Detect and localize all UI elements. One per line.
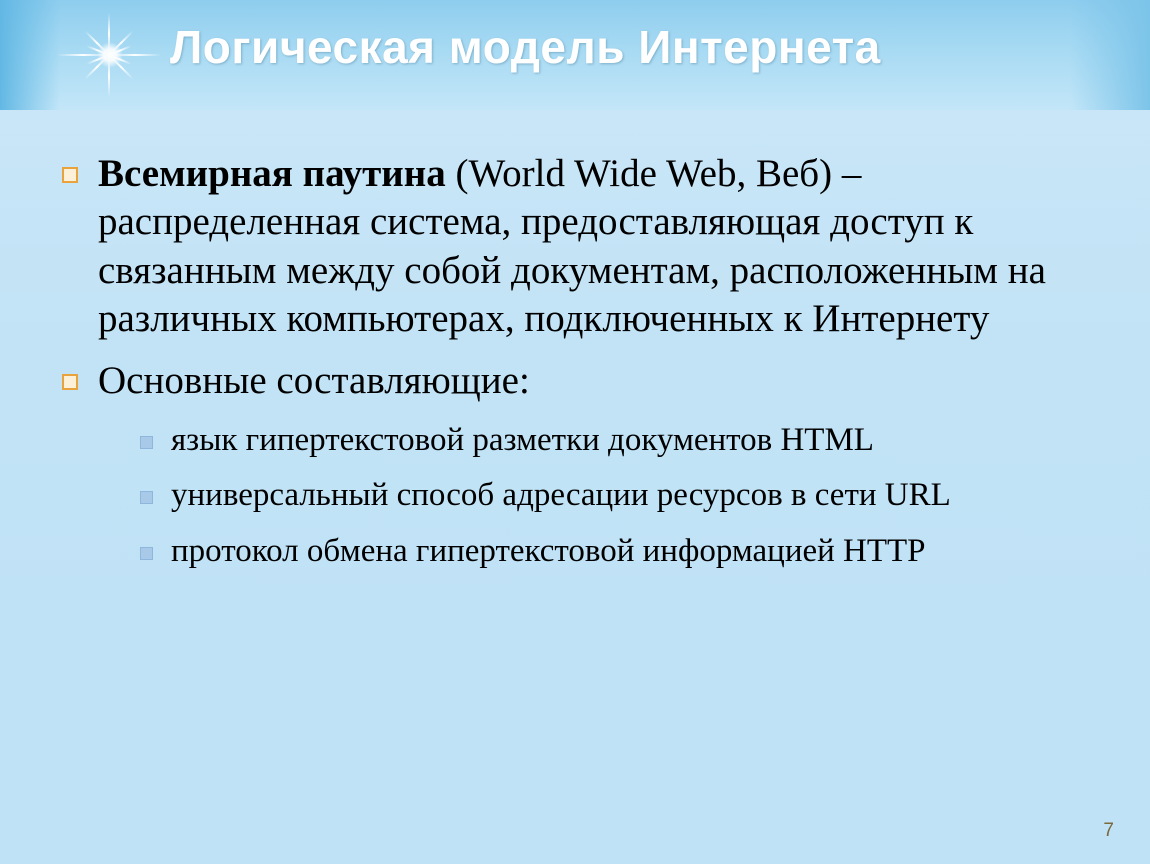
slide-number: 7	[1103, 820, 1114, 841]
list-item	[140, 475, 1092, 517]
page-title: Логическая модель Интернета	[170, 21, 881, 73]
slide-body	[62, 150, 1092, 587]
bullet-text-2: Основные составляющие:	[98, 359, 530, 403]
list-item	[62, 357, 1092, 405]
square-outline-marker-icon	[62, 167, 78, 183]
slide-title-banner	[0, 0, 1150, 110]
square-filled-marker-icon	[140, 436, 153, 449]
banner-left-gradient	[0, 0, 60, 110]
square-filled-marker-icon	[140, 547, 153, 560]
sparkle-icon	[55, 10, 165, 100]
list-item	[140, 531, 1092, 573]
sub-bullet-text-3: протокол обмена гипертекстовой информацией HTTP	[171, 532, 926, 569]
sub-bullet-text-2: универсальный способ адресации ресурсов в сети URL	[171, 477, 951, 514]
bullet-rest-1: (World Wide Web, Веб) – распределенная система, предоставляющая доступ к связанным между собой документам, расположенным на различных компьютерах, подключенных к Интернету	[98, 152, 1046, 341]
square-filled-marker-icon	[140, 491, 153, 504]
sub-bullet-text-1: язык гипертекстовой разметки документов HTML	[171, 421, 874, 458]
list-item	[62, 150, 1092, 343]
bullet-text-1	[98, 150, 1092, 343]
list-item	[140, 420, 1092, 462]
banner-right-gradient	[1070, 0, 1150, 110]
sub-list	[140, 420, 1092, 573]
bullet-lead-1: Всемирная паутина	[98, 152, 446, 195]
square-outline-marker-icon	[62, 374, 78, 390]
